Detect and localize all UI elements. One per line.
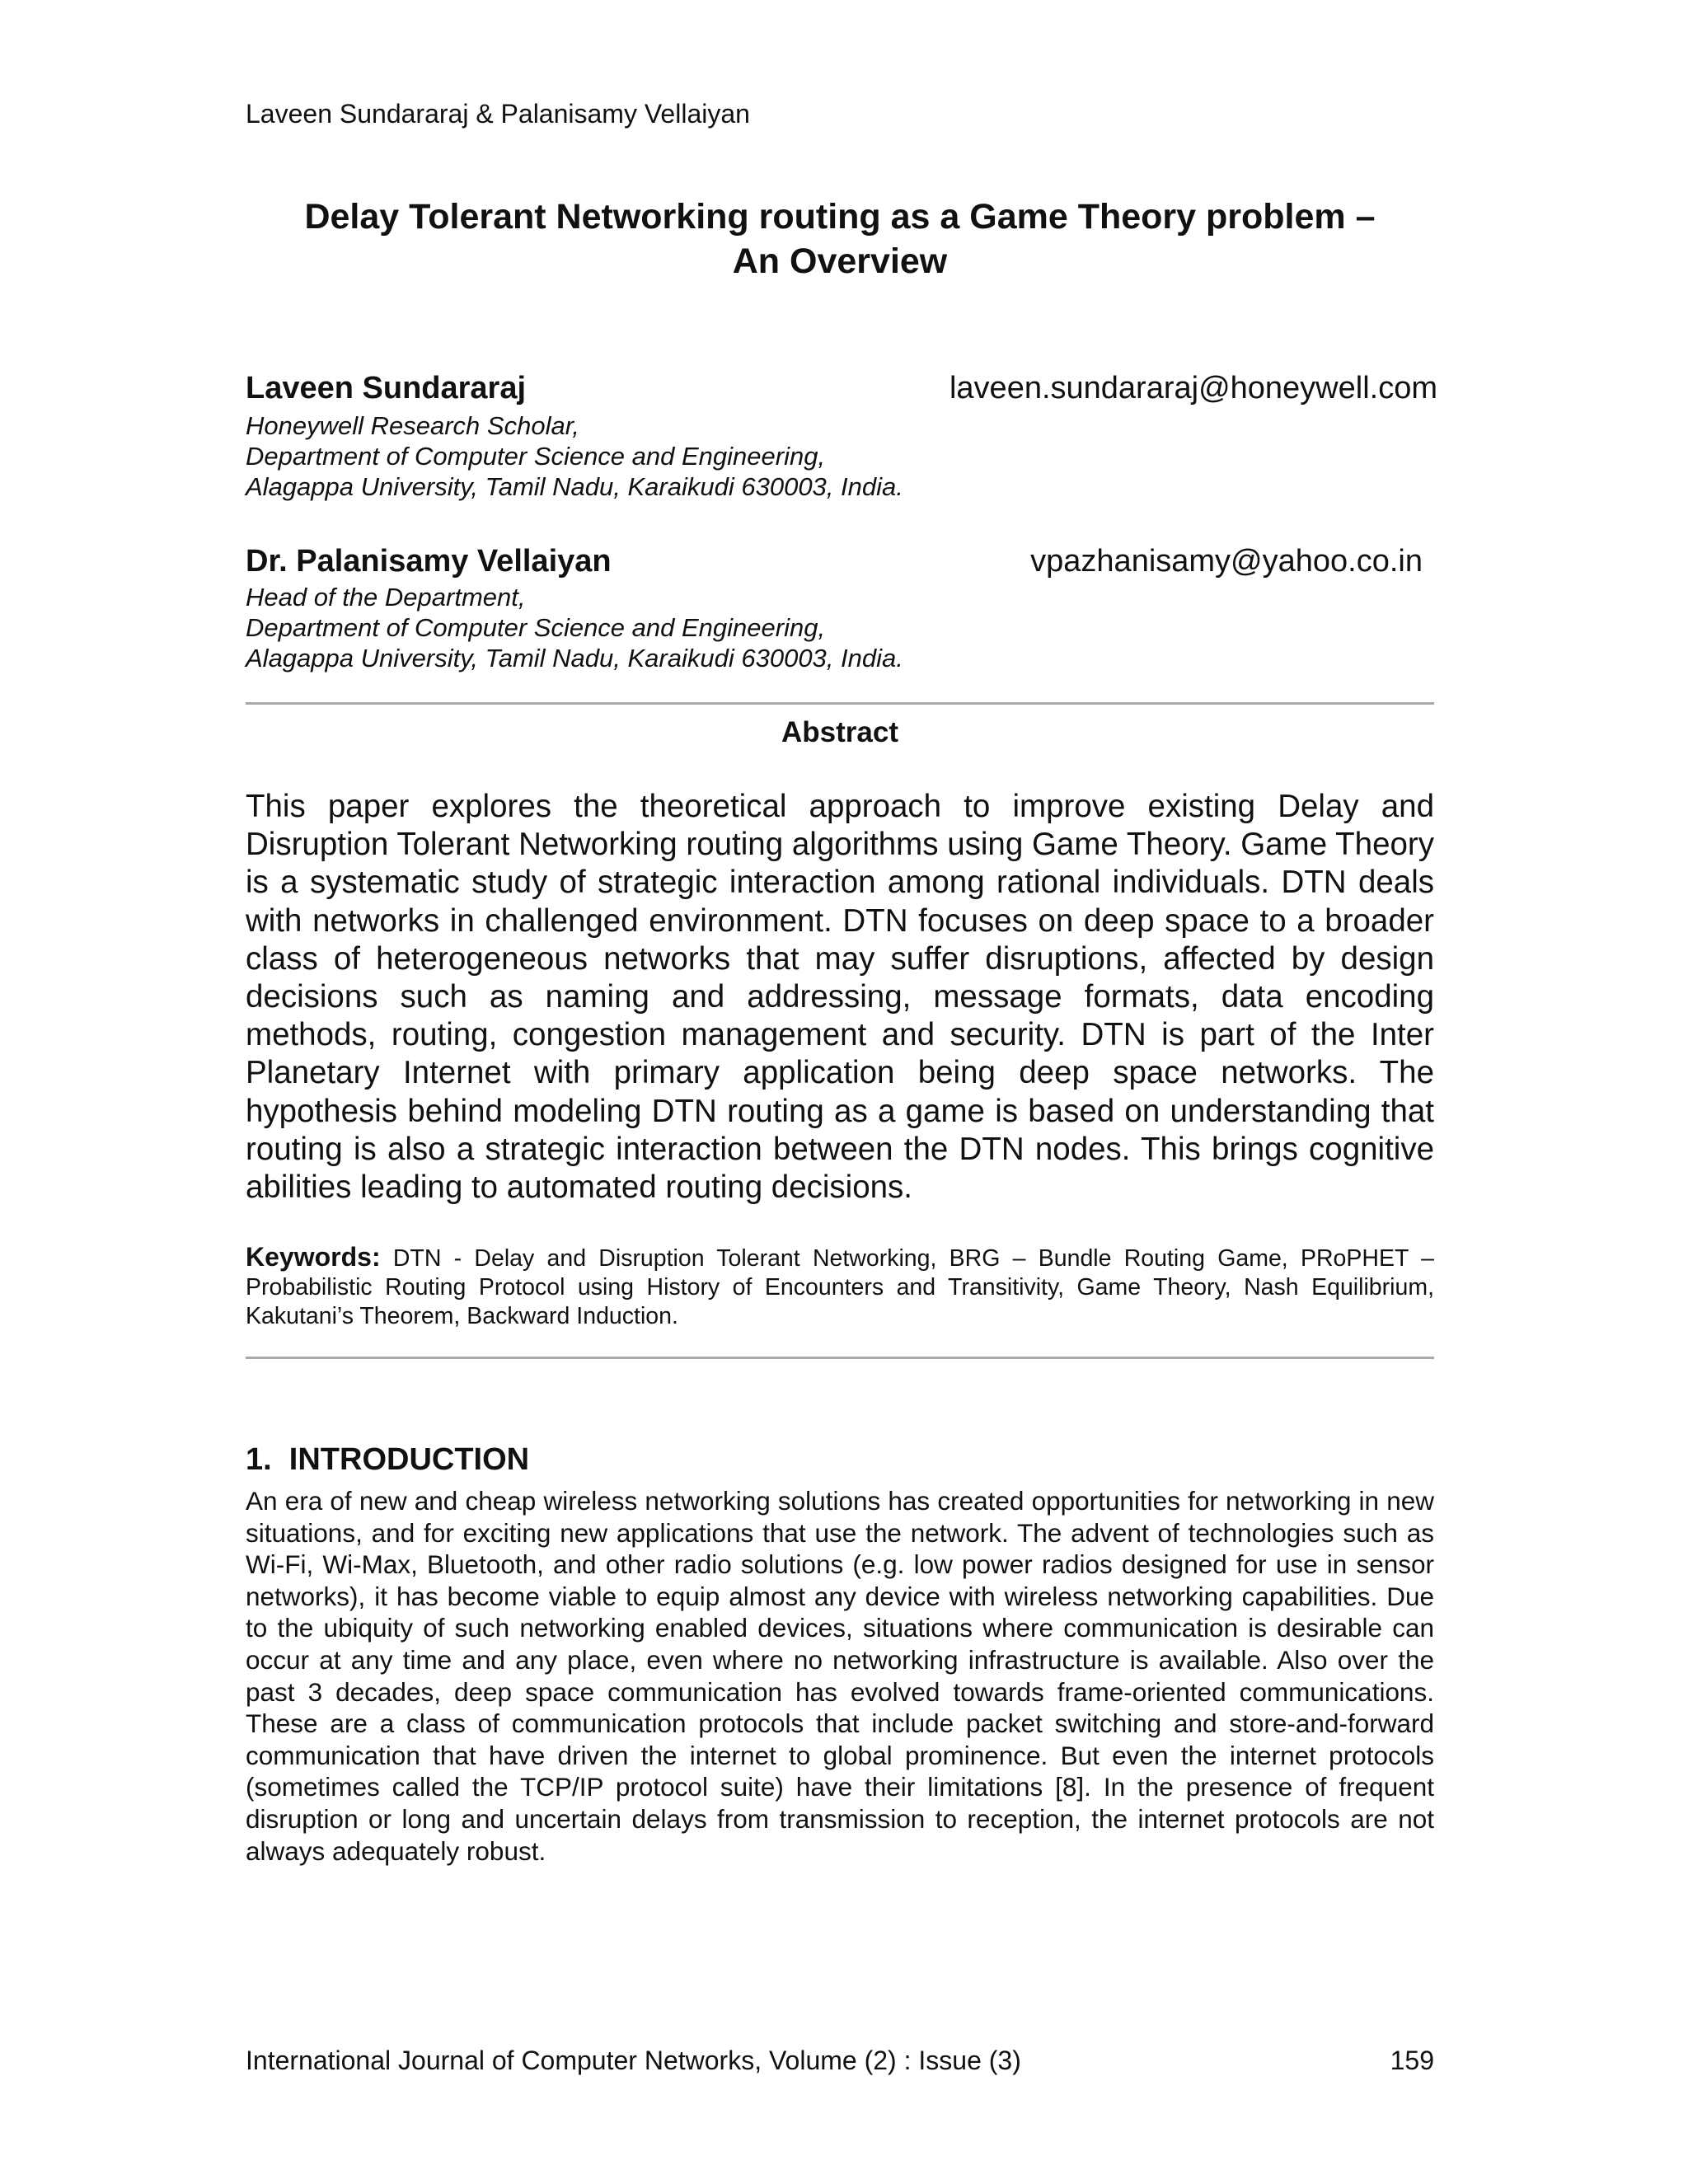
author-2-email: vpazhanisamy@yahoo.co.in	[1030, 544, 1423, 579]
author-1-email: laveen.sundararaj@honeywell.com	[949, 371, 1437, 405]
author-2-affiliation-line: Department of Computer Science and Engineering,	[246, 613, 826, 642]
paper-title-line-1: Delay Tolerant Networking routing as a Game Theory problem –	[304, 197, 1376, 237]
author-1-affiliation-line: Honeywell Research Scholar,	[246, 411, 579, 440]
footer-journal: International Journal of Computer Networks, Volume (2) : Issue (3)	[246, 2046, 1021, 2075]
keywords-label: Keywords:	[246, 1242, 381, 1272]
paper-title-line-2: An Overview	[732, 241, 948, 281]
author-1-affiliation-line: Alagappa University, Tamil Nadu, Karaikudi 630003, India.	[246, 472, 903, 501]
section-1-body: An era of new and cheap wireless networking solutions has created opportunities for networking in new situations, and for exciting new applications that use the network. The advent of technologies such as Wi-Fi, Wi-Max, Bluetooth, and other radio solutions (e.g. low power radios designed for use in sensor networks), it has become viable to equip almost any device with wireless networking capabilities. Due to the ubiquity of such networking enabled devices, situations where communication is desirable can occur at any time and any place, even where no networking infrastructure is available. Also over the past 3 decades, deep space communication has evolved towards frame-oriented communications. These are a class of communication protocols that include packet switching and store-and-forward communication that have driven the internet to global prominence. But even the internet protocols (sometimes called the TCP/IP protocol suite) have their limitations [8]. In the presence of frequent disruption or long and uncertain delays from transmission to reception, the internet protocols are not always adequately robust.	[246, 1486, 1434, 1866]
paper-title	[246, 194, 1434, 284]
abstract-body: This paper explores the theoretical approach to improve existing Delay and Disruption Tolerant Networking routing algorithms using Game Theory. Game Theory is a systematic study of strategic interaction among rational individuals. DTN deals with networks in challenged environment. DTN focuses on deep space to a broader class of heterogeneous networks that may suffer disruptions, affected by design decisions such as naming and addressing, message formats, data encoding methods, routing, congestion management and security. DTN is part of the Inter Planetary Internet with primary application being deep space networks. The hypothesis behind modeling DTN routing as a game is based on understanding that routing is also a strategic interaction between the DTN nodes. This brings cognitive abilities leading to automated routing decisions.	[246, 789, 1434, 1206]
keywords-text: DTN - Delay and Disruption Tolerant Networking, BRG – Bundle Routing Game, PRoPHET – Probabilistic Routing Protocol using History of Encounters and Transitivity, Game Theory, Nash Equilibrium, Kakutani’s Theorem, Backward Induction.	[246, 1245, 1434, 1329]
author-2-name: Dr. Palanisamy Vellaiyan	[246, 544, 612, 579]
author-2-affiliation-line: Alagappa University, Tamil Nadu, Karaikudi 630003, India.	[246, 644, 903, 673]
abstract-bottom-rule	[246, 1357, 1434, 1359]
author-1-affiliation-line: Department of Computer Science and Engineering,	[246, 442, 826, 471]
author-1-affiliation	[246, 410, 903, 502]
author-1-name: Laveen Sundararaj	[246, 371, 527, 405]
author-2-affiliation-line: Head of the Department,	[246, 583, 526, 612]
abstract-heading: Abstract	[781, 716, 898, 748]
keywords	[246, 1243, 1434, 1331]
section-1-heading: 1. INTRODUCTION	[246, 1442, 530, 1477]
author-2-affiliation	[246, 582, 903, 673]
running-header: Laveen Sundararaj & Palanisamy Vellaiyan	[246, 99, 750, 129]
page-number: 159	[1390, 2046, 1434, 2075]
abstract-top-rule	[246, 702, 1434, 705]
